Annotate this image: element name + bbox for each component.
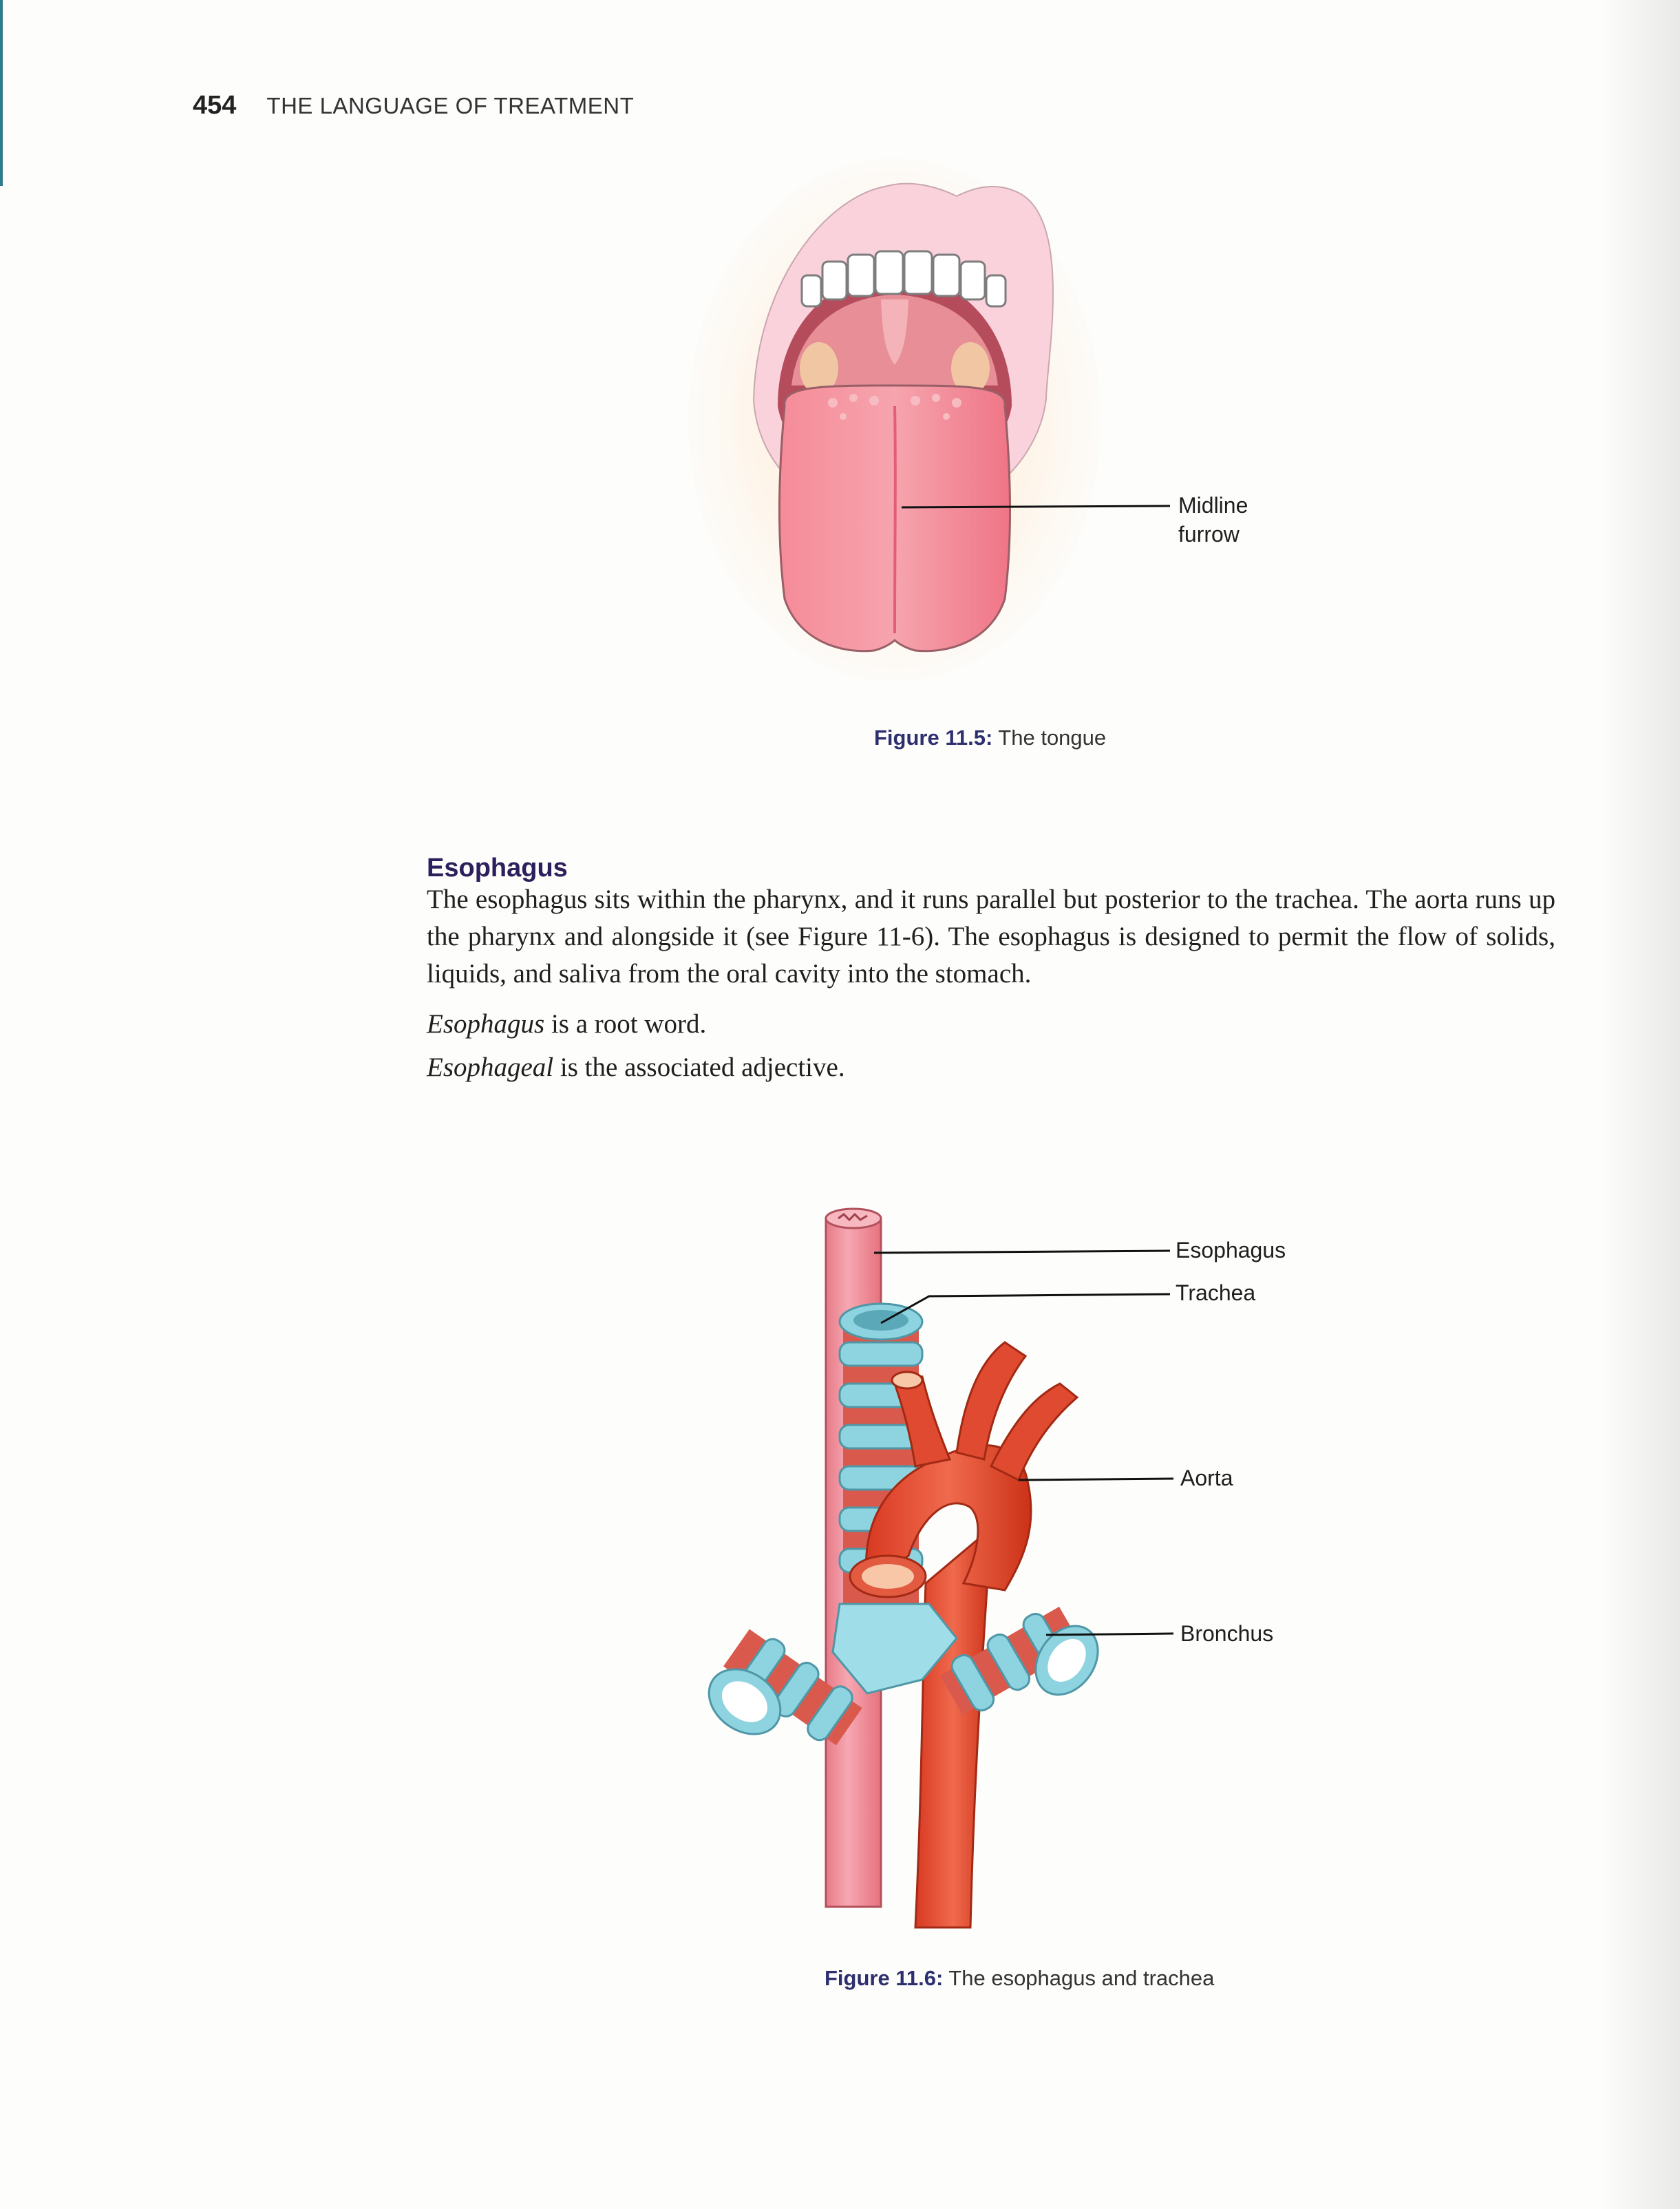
root-word-line	[427, 1008, 706, 1039]
caption-figure-11-6	[825, 1966, 1214, 1991]
root-term-desc: is a root word.	[544, 1009, 707, 1039]
running-title: THE LANGUAGE OF TREATMENT	[266, 93, 635, 118]
caption-text: The esophagus and trachea	[948, 1966, 1215, 1990]
section-heading: Esophagus	[427, 854, 568, 882]
page-binding-shadow	[1597, 0, 1680, 2209]
section-paragraph: The esophagus sits within the pharynx, and it runs parallel but posterior to the trachea. The aorta runs up the pharynx and alongside it (see Figure 11-6). The esophagus is designed to permit the flow of solids, liquids, and saliva from the oral cavity into the stomach.	[427, 885, 1555, 989]
adjective-line	[427, 1052, 845, 1083]
label-aorta: Aorta	[1180, 1466, 1233, 1490]
figure-esophagus-trachea	[702, 1198, 1390, 1941]
esophagus-trachea-illustration	[702, 1198, 1390, 1941]
figure-tongue	[688, 158, 1308, 695]
caption-number: Figure 11.5:	[874, 726, 993, 750]
adjective-term-desc: is the associated adjective.	[553, 1053, 845, 1082]
label-bronchus: Bronchus	[1180, 1621, 1274, 1646]
caption-figure-11-5	[874, 726, 1106, 750]
caption-text: The tongue	[998, 726, 1107, 750]
running-head	[193, 91, 634, 120]
label-esophagus: Esophagus	[1176, 1238, 1286, 1262]
page-number: 454	[193, 91, 237, 120]
page-edge-marker	[0, 0, 3, 186]
label-midline-furrow	[1178, 491, 1248, 549]
root-term: Esophagus	[427, 1009, 545, 1039]
adjective-term: Esophageal	[427, 1053, 554, 1082]
label-midline-line2: furrow	[1178, 522, 1240, 547]
label-trachea: Trachea	[1176, 1280, 1256, 1305]
label-midline-line1: Midline	[1178, 493, 1248, 518]
caption-number: Figure 11.6:	[825, 1966, 944, 1990]
tongue-illustration	[688, 158, 1308, 695]
